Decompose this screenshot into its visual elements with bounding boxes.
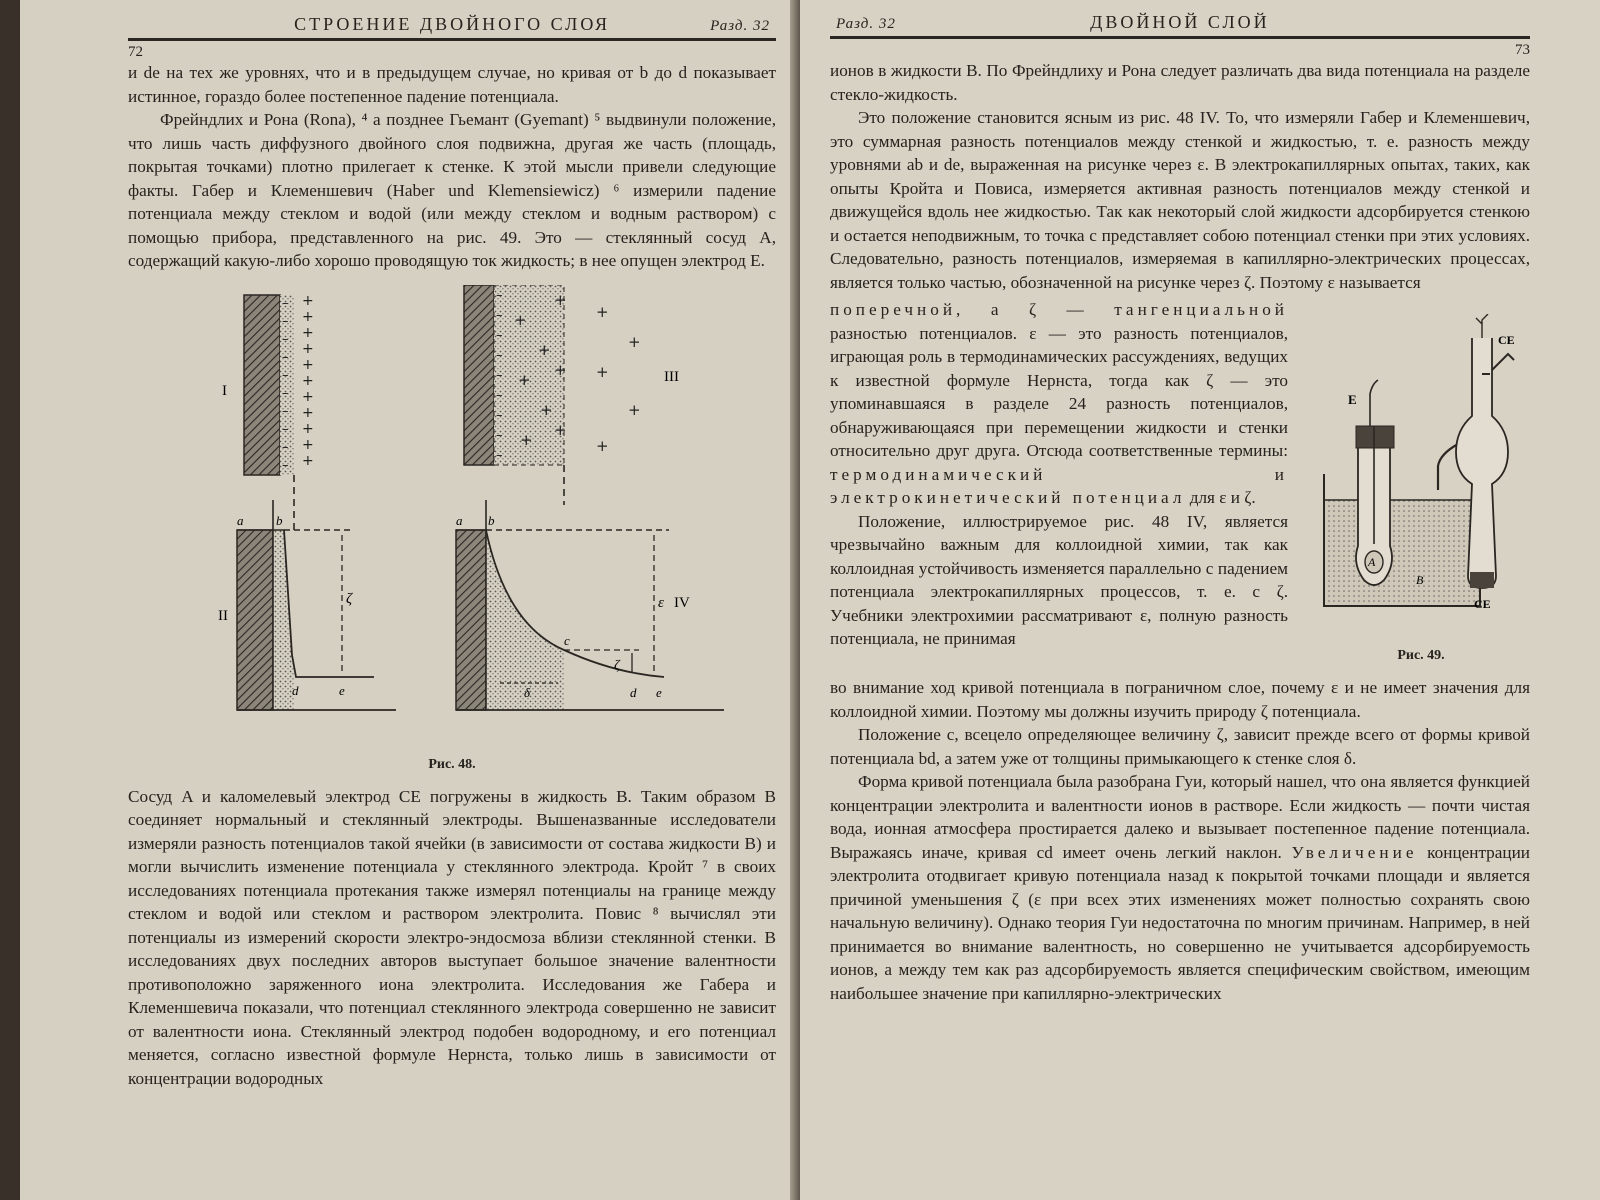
svg-text:–: – (282, 331, 289, 347)
figure-49 (1312, 298, 1530, 676)
panel-II (218, 500, 396, 710)
right-paragraph-3: во внимание ход кривой потенциала в пограничном слое, почему ε и не имеет значения для коллоидной химии. Поэтому мы должны изучить природу ζ потенциала. (830, 678, 1530, 721)
left-running-header (128, 10, 776, 41)
p5-text-1: Форма кривой потенциала была разобрана Гуи, который нашел, что она является функцией концентрации электролита и валентности ионов в растворе. Если жидкость — почти чистая вода, ионная атмосфера простирается далеко и вызывает постепенное падение потенциала. Выражаясь иначе, кривая cd имеет очень легкий наклон. (830, 772, 1530, 862)
left-page (20, 0, 798, 1200)
narrow-text-2: для ε и ζ. (1189, 488, 1256, 507)
left-header-title: СТРОЕНИЕ ДВОЙНОГО СЛОЯ (294, 14, 611, 34)
label-IV-c: c (564, 632, 570, 648)
panel-II-potential-curve (284, 530, 374, 677)
narrow-term-2: термодинамический и электрокинетический потенциал (830, 464, 1288, 507)
right-page (800, 0, 1600, 1200)
label-II-zeta: ζ (346, 590, 353, 607)
svg-text:+: + (554, 290, 567, 309)
label-CE-bottom: CE (1474, 597, 1491, 611)
panel-II-wall (237, 530, 273, 710)
svg-text:+: + (628, 332, 641, 351)
svg-text:–: – (282, 367, 289, 383)
svg-text:+: + (302, 420, 314, 437)
svg-text:+: + (554, 420, 567, 439)
svg-text:–: – (282, 439, 289, 455)
svg-text:+: + (302, 452, 314, 469)
panel-II-fixed-layer (273, 530, 294, 710)
svg-text:+: + (514, 310, 527, 329)
panel-I (222, 293, 314, 475)
right-header-title: ДВОЙНОЙ СЛОЙ (1090, 12, 1270, 32)
panel-III-minus-signs (496, 288, 503, 463)
svg-text:+: + (518, 370, 531, 389)
label-IV-delta: δ (524, 684, 531, 700)
right-paragraph-4: Положение c, всецело определяющее величину ζ, зависит прежде всего от формы кривой потенциала bd, а затем уже от толщины примыкающего к стенке слоя δ. (830, 725, 1530, 768)
label-IV-d: d (630, 684, 637, 700)
svg-text:–: – (282, 313, 289, 329)
label-B: B (1416, 573, 1424, 587)
label-II-a: a (237, 512, 244, 528)
svg-text:+: + (302, 388, 314, 405)
label-II: II (218, 607, 228, 624)
left-paragraph-3: Сосуд A и каломелевый электрод CE погружены в жидкость B. Таким образом B соединяет нормальный и стеклянный электроды. Вышеназванные исследователи измеряли разность потенциалов такой ячейки (в зависимости от состава жидкости B) и могли вычислить изменение потенциала у стеклянного электрода. Кройт ⁷ в своих исследованиях потенциала протекания также измерял потенциалы на границе между стеклом и водой или стеклом и раствором электролита. Повис ⁸ вычислял эти потенциалы из измерений скорости электро-эндосмоза вблизи стеклянной стенки. В исследованиях двух последних авторов выступает большое значение валентности противоположно заряженного иона электролита. Исследования же Габера и Клеменшевича показали, что потенциал стеклянного электрода совершенно не зависит от валентности иона. Стеклянный электрод подобен водородному, и его потенциал меняется, согласно известной формуле Нернста, только лишь в зависимости от концентрации водородных (128, 786, 776, 1088)
right-paragraph-2: Это положение становится ясным из рис. 48 IV. То, что измеряли Габер и Клеменшевич, это суммарная разность потенциалов между стенкой и жидкостью, т. е. разность между уровнями ab и de, выраженная на рисунке через ε. В электрокапиллярных опытах, таких, как опыты Кройта и Повиса, измеряется активная разность потенциалов между стенкой и движущейся вдоль нее жидкостью. Так как некоторый слой жидкости адсорбируется стенкою и остается неподвижным, то точка c представляет собою потенциал стенки при этих условиях. Следовательно, разность потенциалов, измеряемая в капиллярно-электрических процессах, является только частью, обозначенной на рисунке через ζ. Поэтому ε называется (830, 108, 1530, 292)
panel-I-wall (244, 295, 280, 475)
label-E: E (1348, 392, 1357, 407)
svg-text:+: + (302, 292, 314, 309)
figure-49-apparatus (1312, 314, 1530, 644)
panel-I-plus-signs (302, 293, 314, 469)
narrow-term-1: поперечной, а ζ — тангенциальной (830, 300, 1288, 319)
figure-48-diagram (134, 285, 754, 755)
svg-text:+: + (540, 400, 553, 419)
label-A: A (1368, 555, 1376, 569)
svg-text:+: + (628, 400, 641, 419)
svg-text:–: – (496, 307, 503, 323)
svg-text:–: – (496, 327, 503, 343)
svg-text:–: – (282, 349, 289, 365)
svg-text:+: + (302, 308, 314, 325)
svg-text:+: + (302, 404, 314, 421)
calomel-top-wire (1476, 314, 1488, 338)
figure-49-caption: Рис. 49. (1397, 648, 1445, 663)
svg-text:+: + (554, 360, 567, 379)
svg-text:+: + (596, 302, 609, 321)
right-running-header (830, 8, 1530, 39)
right-page-number: 73 (1515, 42, 1530, 58)
svg-text:+: + (538, 340, 551, 359)
label-II-d: d (292, 682, 299, 698)
right-paragraph-5 (830, 770, 1530, 1005)
svg-text:+: + (596, 436, 609, 455)
svg-text:+: + (302, 324, 314, 341)
label-I: I (222, 382, 227, 399)
svg-text:+: + (302, 372, 314, 389)
svg-text:–: – (282, 403, 289, 419)
panel-III (464, 285, 679, 465)
figure-48-caption: Рис. 48. (428, 756, 476, 772)
label-IV-e: e (656, 684, 662, 700)
svg-text:–: – (282, 421, 289, 437)
svg-text:–: – (496, 387, 503, 403)
left-header-section: Разд. 32 (710, 18, 770, 34)
svg-text:–: – (496, 427, 503, 443)
label-III: III (664, 368, 679, 385)
panel-IV (456, 500, 724, 710)
svg-text:+: + (302, 436, 314, 453)
p5-term: Увеличение (1291, 842, 1418, 862)
label-IV-zeta: ζ (614, 657, 620, 673)
right-paragraph-1: ионов в жидкости B. По Фрейндлиху и Рона следует различать два вида потенциала на разделе стекло-жидкость. (830, 61, 1530, 104)
svg-text:–: – (496, 407, 503, 423)
svg-text:–: – (282, 457, 289, 473)
label-IV: IV (674, 594, 690, 611)
label-IV-epsilon: ε (658, 594, 664, 611)
calomel-electrode-base (1470, 572, 1494, 588)
svg-text:–: – (496, 347, 503, 363)
svg-text:–: – (496, 367, 503, 383)
right-narrow-paragraph-2: Положение, иллюстрируемое рис. 48 IV, является чрезвычайно важным для коллоидной химии, так как коллоидная устойчивость изменяется параллельно с падением потенциала электрокапиллярных процессов, т. е. с ζ. Учебники электрохимии рассматривают ε, полную разность потенциала, не принимая (830, 511, 1288, 648)
narrow-column (830, 298, 1288, 676)
label-II-e: e (339, 682, 345, 698)
panel-IV-wall (456, 530, 486, 710)
right-header-section: Разд. 32 (836, 16, 896, 32)
left-paragraph-2: Фрейндлих и Рона (Rona), ⁴ а позднее Гьемант (Gyemant) ⁵ выдвинули положение, что лишь часть диффузного двойного слоя подвижна, другая же часть (площадь, покрытая точками) плотно прилегает к стенке. К этой мысли привели следующие факты. Габер и Клеменшевич (Haber und Klemensiewicz) ⁶ измерили падение потенциала между стеклом и водой (или между стеклом и водным раствором) с помощью прибора, представленного на рис. 49. Это — стеклянный сосуд A, содержащий какую-либо хорошо проводящую ток жидкость; в нее опущен электрод E. (128, 110, 776, 270)
p5-text-2: концентрации электролита отодвигает кривую потенциала назад к покрытой точками площади и является причиной уменьшения ζ (ε при всех этих изменениях может полностью сохранять свою начальную величину). Однако теория Гуи недостаточна по многим причинам. Например, в ней принимается во внимание валентность, но совершенно не учитывается адсорбируемость ионов, а между тем как раз адсорбируемость является специфическим свойством, имеющим наибольшее значение при капиллярно-электрических (830, 842, 1531, 1003)
svg-text:+: + (302, 356, 314, 373)
label-CE-top: CE (1498, 333, 1515, 347)
label-IV-b: b (488, 512, 495, 528)
svg-text:+: + (302, 340, 314, 357)
svg-text:–: – (496, 447, 503, 463)
svg-text:–: – (282, 385, 289, 401)
svg-text:–: – (496, 287, 503, 303)
beaker-liquid-B (1325, 500, 1479, 605)
text-with-figure (830, 298, 1530, 676)
svg-text:–: – (282, 295, 289, 311)
panel-III-wall (464, 285, 494, 465)
label-II-b: b (276, 512, 283, 528)
right-narrow-paragraph-1 (830, 298, 1288, 510)
svg-text:+: + (520, 430, 533, 449)
vessel-A-stopper (1356, 426, 1394, 448)
left-page-number: 72 (128, 44, 143, 60)
svg-text:+: + (596, 362, 609, 381)
left-paragraph-1: и de на тех же уровнях, что и в предыдущем случае, но кривая от b до d показывает истинное, гораздо более постепенное падение потенциала. (128, 63, 776, 106)
narrow-text-1: разностью потенциалов. ε — это разность потенциалов, играющая роль в термодинамических рассуждениях, ведущих к известной формуле Нернста, тогда как ζ — это упоминавшаяся в разделе 24 разность потенциалов, обнаруживающаяся при перемещении жидкости и стенки относительно друг друга. Отсюда соответственные термины: (830, 323, 1288, 460)
label-IV-a: a (456, 512, 463, 528)
